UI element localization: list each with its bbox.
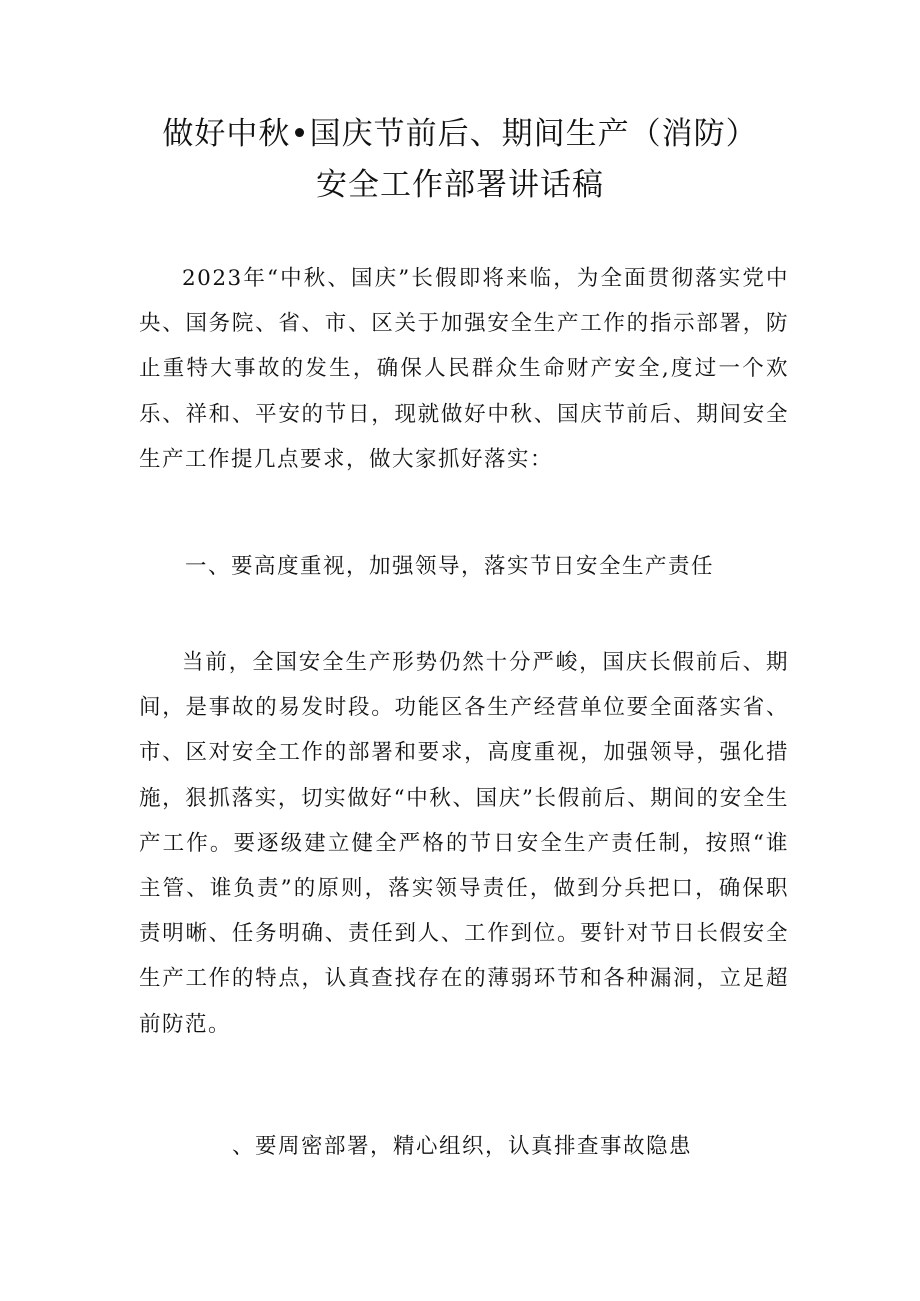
document-title-line-2: 安全工作部署讲话稿 [316, 167, 604, 203]
document-title-line-1: 做好中秋•国庆节前后、期间生产（消防） [162, 116, 758, 152]
section-1-heading: 一、要高度重视，加强领导，落实节日安全生产责任 [185, 554, 715, 579]
section-2-heading: 、要周密部署，精心组织，认真排查事故隐患 [232, 1134, 693, 1159]
intro-paragraph: 2023年“中秋、国庆”长假即将来临，为全面贯彻落实党中央、国务院、省、市、区关于加强安全生产工作的指示部署，防止重特大事故的发生，确保人民群众生命财产安全,度过一个欢乐、祥和、平安的节日，现就做好中秋、国庆节前后、期间安全生产工作提几点要求，做大家抓好落实： [139, 266, 789, 472]
section-1-paragraph: 当前，全国安全生产形势仍然十分严峻，国庆长假前后、期间，是事故的易发时段。功能区各生产经营单位要全面落实省、市、区对安全工作的部署和要求，高度重视，加强领导，强化措施，狠抓落实，切实做好“中秋、国庆”长假前后、期间的安全生产工作。要逐级建立健全严格的节日安全生产责任制，按照“谁主管、谁负责”的原则，落实领导责任，做到分兵把口，确保职责明晰、任务明确、责任到人、工作到位。要针对节日长假安全生产工作的特点，认真查找存在的薄弱环节和各种漏洞，立足超前防范。 [139, 650, 789, 1037]
